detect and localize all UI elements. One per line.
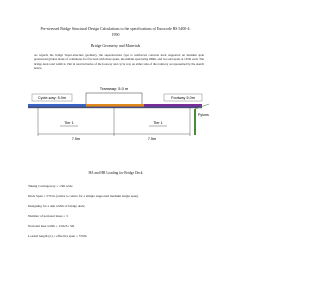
line-deck-span: Deck Span = 570 m (centre to centre for a simple supported medium single span): [28, 194, 139, 198]
tier1-left-label: Tier 1: [64, 121, 74, 125]
bridge-deck: [28, 104, 202, 108]
line-notional-lanes: Number of notional lanes = 3: [28, 214, 68, 218]
page-title-line-2: 1990: [111, 33, 120, 37]
intro-paragraph: As regards the bridge Super-structure geometry, the superstructure type is reinforced concrete deck supported on medium span prestressed girders made of continuous for five lead with three spans, the middle span being 280m, and two end spans at 145m each. The bridge deck total width is 15m in total inclusive of the footway and cycle way on either side of the tramway as represented by the sketch below.: [34, 53, 204, 70]
tier1-right-label: Tier 1: [153, 121, 163, 125]
line-lane-width: Notional lane width = 15m/3= 5m: [28, 224, 75, 228]
tramway-label: Tramway: 5.0 m: [99, 86, 129, 91]
pylons-label: Pylons: [198, 113, 209, 117]
section-heading: Bridge Geometry and Materials: [90, 44, 141, 48]
footway-label: Footway 5.0m: [171, 96, 195, 100]
line-unit-width: Designing for a unit width of bridge deck;: [28, 204, 86, 208]
bridge-sketch: [24, 76, 214, 142]
dim-left-label: 7.5m: [71, 137, 81, 141]
loading-heading: HA and HB Loading for Bridge Deck: [88, 171, 143, 175]
page-title-line-1: Pre-stressed Bridge Structural Design Calculations to the specifications of Eurocode BS 5400-4:: [40, 27, 191, 31]
line-carriageway: Taking Carriageway = 15m wide: [28, 184, 73, 188]
line-loaded-length: Loaded length (L) = effective span = 570m: [28, 234, 87, 238]
dim-right-label: 7.5m: [147, 137, 157, 141]
tramway-callout: [86, 86, 142, 104]
pylons: [194, 104, 209, 135]
cycleway-label: Cycle-way: 5.0m: [37, 96, 67, 100]
